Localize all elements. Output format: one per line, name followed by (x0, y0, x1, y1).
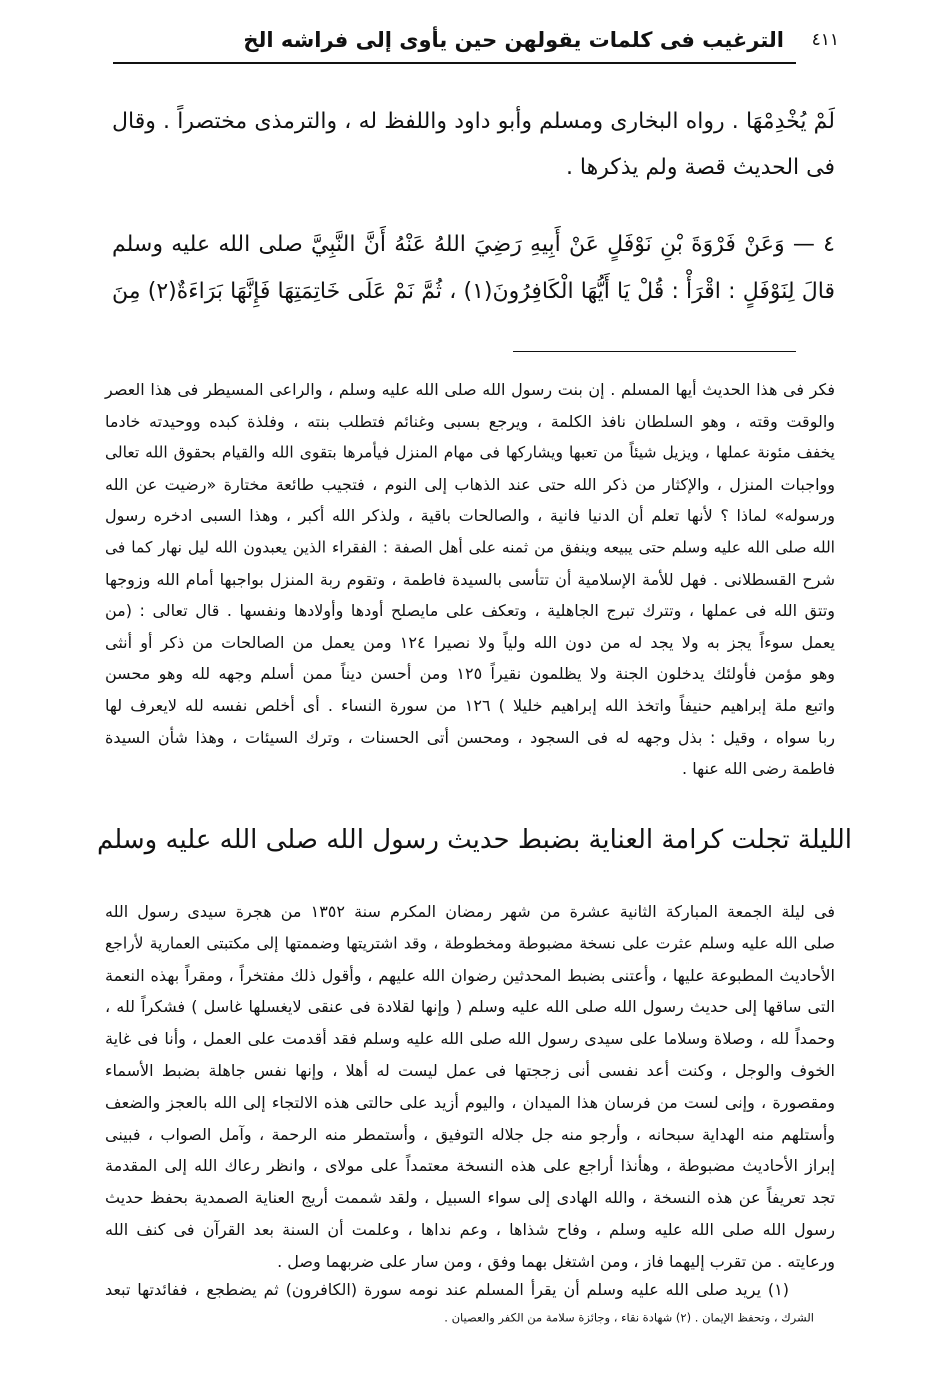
main-text-line: قالَ لِنَوْفَلٍ : اقْرَأْ : قُلْ يَا أَيُّهَا الْكَافِرُونَ(١) ، ثُمَّ نَمْ عَلَى خَاتِمَتِهَا فَإِنَّهَا بَرَاءَةٌ(٢) مِنَ (112, 279, 835, 304)
commentary-line: شرح القسطلانى . فهل للأمة الإسلامية أن تتأسى بالسيدة فاطمة ، وتقوم ربة المنزل بواجبها أمام الله وزوجها (105, 569, 835, 589)
closing-paragraph-line: الأحاديث المطبوعة عليها ، وأعتنى بضبط المحدثين رضوان الله عليهم ، وأقول ذلك مفتخراً ، ومقراً بهذه النعمة (105, 965, 835, 985)
closing-paragraph-line: إبراز الأحاديث مضبوطة ، وهأنذا أراجع على هذه النسخة معتمداً على مولاى ، وانظر رعاك الله إلى المقدمة (105, 1156, 835, 1176)
footnote-line: الشرك ، وتحفظ الإيمان . (٢) شهادة نقاء ، وجائزة سلامة من الكفر والعصيان . (444, 1310, 814, 1325)
commentary-line: ربا سواه ، وقيل : بذل وجهه له فى السجود ، ومحسن أتى الحسنات ، وترك السيئات ، وهذا شأن السيدة (105, 727, 835, 747)
commentary-line: وهو مؤمن فأولئك يدخلون الجنة ولا يظلمون نقيراً ١٢٥ ومن أحسن ديناً ممن أسلم وجهه لله وهو محسن (105, 664, 836, 684)
page-number: ٤١١ (811, 30, 839, 50)
footnote-separator (513, 351, 796, 352)
closing-paragraph-line: تجد تعريفاً عن هذه النسخة ، والله الهادى إلى سواء السبيل ، ولقد شممت أريج العناية الصمدية بحفظ حديث (105, 1188, 835, 1208)
closing-paragraph-line: صلى الله عليه وسلم عثرت على نسخة مضبوطة ومخطوطة ، وقد اشتريتها وضممتها إلى مكتبتى العمارية لأراجع (105, 934, 835, 953)
commentary-line: ورسوله» لماذا ؟ لأنها تعلم أن الدنيا فانية ، والصالحات باقية ، ولذكر الله أكبر ، وهذا السبى ادخره رسول (105, 506, 835, 526)
commentary-line: وواجبات المنزل ، والإكثار من ذكر الله حتى عند الذهاب إلى النوم ، فتجيب طائعة مختارة «رضيت عن الله (105, 474, 835, 494)
closing-paragraph-line: ومقصورة ، وإنى لست من فرسان هذا الميدان ، واليوم أزيد على حالتى هذه الالتجاء إلى الله بالعجز والضعف (105, 1092, 835, 1112)
main-text-line: ٤ — وَعَنْ فَرْوَةَ بْنِ نَوْفَلٍ عَنْ أَبِيهِ رَضِيَ اللهُ عَنْهُ أَنَّ النَّبِيَّ صلى الله عليه وسلم (112, 232, 835, 257)
closing-paragraph-line: وحمداً لله ، وصلاة وسلاما على سيدى رسول الله صلى الله عليه وسلم فقد أقدمت على العمل ، وأنا فى غاية (105, 1029, 835, 1049)
closing-paragraph-line: وأستلهم منه الهداية سبحانه ، وأرجو منه جل جلاله التوفيق ، وأستمطر منه الرحمة ، وآمل الصواب ، فبينى (105, 1124, 835, 1144)
commentary-line: فكر فى هذا الحديث أيها المسلم . إن بنت رسول الله صلى الله عليه وسلم ، والراعى المسيطر فى هذا العصر (105, 380, 835, 399)
commentary-line: يعمل سوءاً يجز به ولا يجد له من دون الله ولياً ولا نصيرا ١٢٤ ومن يعمل من الصالحات من ذكر أو أنثى (105, 632, 836, 652)
header-rule (113, 62, 796, 64)
closing-paragraph-line: الخوف والوجل ، وكنت أعد نفسى أنى زججتها فى عمل ليست له أهلا ، وإنها نفس جاهلة بضبط الأسماء (105, 1061, 835, 1080)
running-header-title: الترغيب فى كلمات يقولهن حين يأوى إلى فراشه الخ (243, 28, 784, 52)
commentary-line: والوقت وقته ، وهو السلطان نافذ الكلمة ، ويرجع بسبى وغنائم فتطلب بنته ، وفلذة كبده ووحيدته خادما (105, 411, 835, 431)
commentary-line: واتبع ملة إبراهيم حنيفاً واتخذ الله إبراهيم خليلا ) ١٢٦ من سورة النساء . أى أخلص نفسه لله لايعرف لها (105, 696, 835, 715)
section-heading: الليلة تجلت كرامة العناية بضبط حديث رسول الله صلى الله عليه وسلم (96, 825, 852, 855)
commentary-line: فاطمة رضى الله عنها . (682, 759, 835, 779)
commentary-line: يخفف مئونة عملها ، ويزيل شيئاً من تعبها ويشاركها فى مهام المنزل فيأمرها بتقوى الله والقيام بحقوق الله تعالى (105, 443, 835, 462)
commentary-line: الله صلى الله عليه وسلم حتى يبيعه وينفق من ثمنه على أهل الصفة : الفقراء الذين يعبدون الله ليل نهار كما فى (105, 538, 835, 557)
main-text-line: لَمْ يُخْدِمْهَا . رواه البخارى ومسلم وأبو داود واللفظ له ، والترمذى مختصراً . وقال (112, 109, 835, 134)
closing-paragraph-line: فى ليلة الجمعة المباركة الثانية عشرة من شهر رمضان المكرم سنة ١٣٥٢ من هجرة سيدى رسول الله (105, 902, 836, 921)
main-text-line: فى الحديث قصة ولم يذكرها . (565, 155, 835, 180)
commentary-line: وتتق الله فى عملها ، وتترك تبرج الجاهلية ، وتعكف على مايصلح أودها وأولادها ونفسها . قال تعالى : (من (105, 601, 835, 621)
closing-paragraph-line: رسول الله صلى الله عليه وسلم ، وفاح شذاها ، وعم نداها ، وعلمت أن السنة بعد القرآن فى كنف الله (105, 1220, 835, 1239)
closing-paragraph-line: ورعايته . من تقرب إليهما فاز ، ومن اشتغل بهما وفق ، ومن سار على ضربهما وصل . (277, 1251, 835, 1271)
closing-paragraph-line: التى ساقها إلى حديث رسول الله صلى الله عليه وسلم ( وإنها لقلادة فى عنقى لايغسلها غاسل ) فشكراً لله ، (105, 997, 835, 1017)
footnote-line: (١) يريد صلى الله عليه وسلم أن يقرأ المسلم عند نومه سورة (الكافرون) ثم يضطجع ، ففائدتها تبعد (105, 1280, 789, 1299)
